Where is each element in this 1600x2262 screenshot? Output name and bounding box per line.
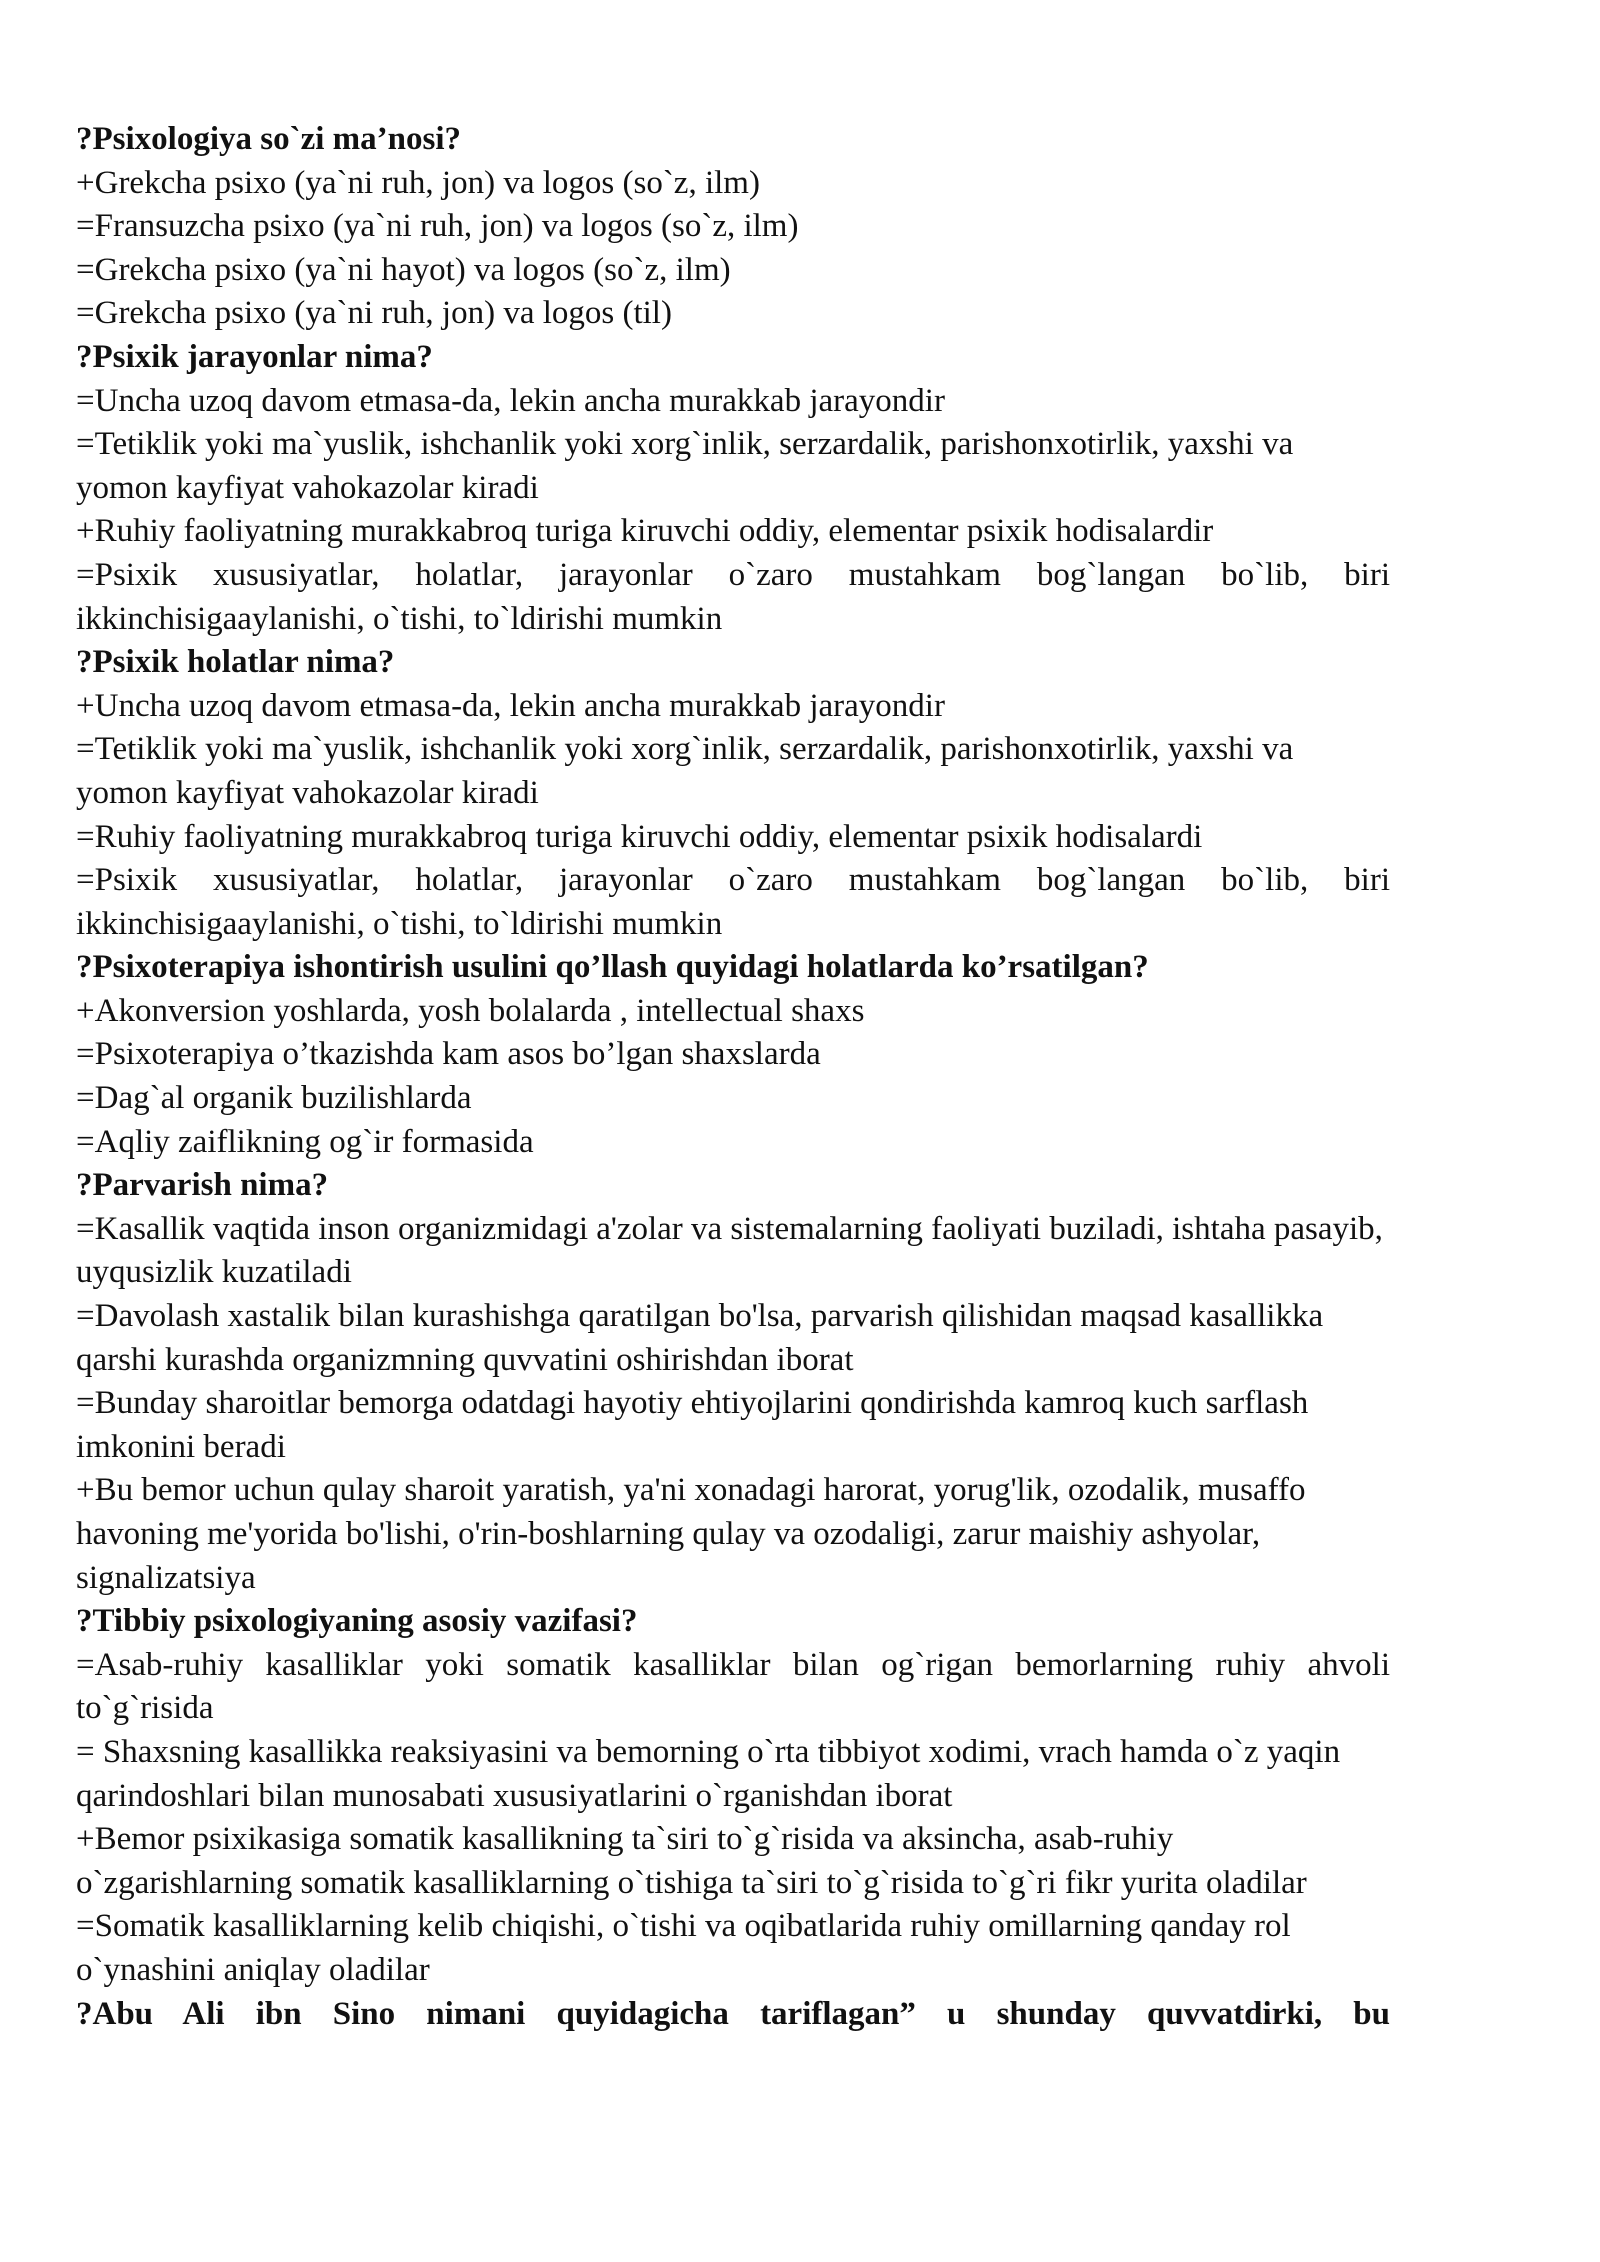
- question-4: ?Psixoterapiya ishontirish usulini qo’llash quyidagi holatlarda ko’rsatilgan?: [76, 949, 1149, 986]
- answer-option: = Shaxsning kasallikka reaksiyasini va bemorning o`rta tibbiyot xodimi, vrach hamda o`z yaqin qarindoshlari bilan munosabati xususiyatlarini o`rganishdan iborat: [76, 1733, 1341, 1814]
- answer-option: =Kasallik vaqtida inson organizmidagi a'zolar va sistemalarning faoliyati buziladi, ishtaha pasayib, uyqusizlik kuzatiladi: [76, 1210, 1383, 1291]
- question-2: ?Psixik jarayonlar nima?: [76, 338, 433, 375]
- answer-option: =Grekcha psixo (ya`ni hayot) va logos (so`z, ilm): [76, 251, 731, 288]
- answer-option: +Bu bemor uchun qulay sharoit yaratish, ya'ni xonadagi harorat, yorug'lik, ozodalik, musaffo havoning me'yorida bo'lishi, o'rin-boshlarning qulay va ozodaligi, zarur maishiy ashyolar, signalizatsiya: [76, 1472, 1306, 1596]
- answer-option: =Uncha uzoq davom etmasa-da, lekin ancha murakkab jarayondir: [76, 382, 945, 419]
- answer-option: +Grekcha psixo (ya`ni ruh, jon) va logos (so`z, ilm): [76, 164, 760, 201]
- answer-option: =Psixik xususiyatlar, holatlar, jarayonlar o`zaro mustahkam bog`langan bo`lib, biri ikkinchisigaaylanishi, o`tishi, to`ldirishi mumkin: [76, 862, 1390, 942]
- document-page: [76, 118, 1390, 2036]
- answer-option: +Akonversion yoshlarda, yosh bolalarda , intellectual shaxs: [76, 992, 865, 1029]
- answer-option: =Aqliy zaiflikning og`ir formasida: [76, 1123, 534, 1160]
- answer-option: =Grekcha psixo (ya`ni ruh, jon) va logos (til): [76, 295, 672, 332]
- answer-option: +Uncha uzoq davom etmasa-da, lekin ancha murakkab jarayondir: [76, 687, 945, 724]
- question-5: ?Parvarish nima?: [76, 1167, 329, 1204]
- question-7: ?Abu Ali ibn Sino nimani quyidagicha tariflagan” u shunday quvvatdirki, bu: [76, 1995, 1390, 2032]
- answer-option: =Dag`al organik buzilishlarda: [76, 1080, 472, 1117]
- answer-option: =Tetiklik yoki ma`yuslik, ishchanlik yoki xorg`inlik, serzardalik, parishonxotirlik, yaxshi va yomon kayfiyat vahokazolar kiradi: [76, 426, 1294, 506]
- answer-option: +Ruhiy faoliyatning murakkabroq turiga kiruvchi oddiy, elementar psixik hodisalardir: [76, 513, 1214, 550]
- answer-option: =Ruhiy faoliyatning murakkabroq turiga kiruvchi oddiy, elementar psixik hodisalardi: [76, 818, 1203, 855]
- question-3: ?Psixik holatlar nima?: [76, 644, 395, 681]
- question-1: ?Psixologiya so`zi ma’nosi?: [76, 121, 461, 157]
- answer-option: +Bemor psixikasiga somatik kasallikning ta`siri to`g`risida va aksincha, asab-ruhiy o`zgarishlarning somatik kasalliklarning o`tishiga ta`siri to`g`risida to`g`ri fikr yurita oladilar: [76, 1821, 1307, 1901]
- answer-option: =Somatik kasalliklarning kelib chiqishi, o`tishi va oqibatlarida ruhiy omillarning qanday rol o`ynashini aniqlay oladilar: [76, 1908, 1291, 1988]
- answer-option: =Bunday sharoitlar bemorga odatdagi hayotiy ehtiyojlarini qondirishda kamroq kuch sarflash imkonini beradi: [76, 1385, 1309, 1465]
- answer-option: =Davolash xastalik bilan kurashishga qaratilgan bo'lsa, parvarish qilishidan maqsad kasallikka qarshi kurashda organizmning quvvatini oshirishdan iborat: [76, 1298, 1324, 1378]
- answer-option: =Psixik xususiyatlar, holatlar, jarayonlar o`zaro mustahkam bog`langan bo`lib, biri ikkinchisigaaylanishi, o`tishi, to`ldirishi mumkin: [76, 556, 1390, 637]
- answer-option: =Psixoterapiya o’tkazishda kam asos bo’lgan shaxslarda: [76, 1036, 821, 1073]
- answer-option: =Asab-ruhiy kasalliklar yoki somatik kasalliklar bilan og`rigan bemorlarning ruhiy ahvoli to`g`risida: [76, 1646, 1390, 1727]
- answer-option: =Fransuzcha psixo (ya`ni ruh, jon) va logos (so`z, ilm): [76, 208, 799, 245]
- answer-option: =Tetiklik yoki ma`yuslik, ishchanlik yoki xorg`inlik, serzardalik, parishonxotirlik, yaxshi va yomon kayfiyat vahokazolar kiradi: [76, 731, 1294, 811]
- question-6: ?Tibbiy psixologiyaning asosiy vazifasi?: [76, 1603, 638, 1640]
